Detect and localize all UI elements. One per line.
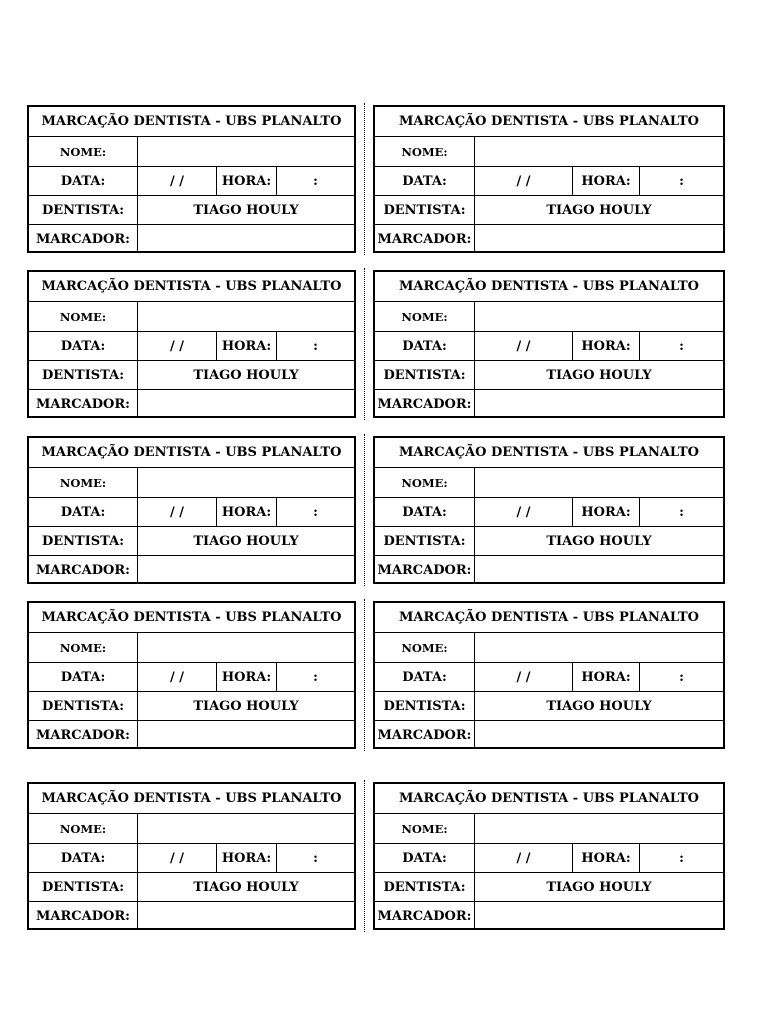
marcador-label: MARCADOR: [377,727,472,743]
dentista-value: TIAGO HOULY [137,692,354,720]
cut-line [364,268,365,420]
data-field[interactable]: / / [137,498,216,526]
hora-label: HORA: [572,167,639,195]
slip-title-row [375,784,723,813]
data-label: DATA: [402,669,447,685]
marcador-row [29,555,354,584]
slip-title: MARCAÇÃO DENTISTA - UBS PLANALTO [399,445,699,460]
marcador-label: MARCADOR: [36,727,130,743]
dentista-value: TIAGO HOULY [474,527,723,555]
data-field[interactable]: / / [137,167,216,195]
data-hora-row [29,662,354,691]
slip-title: MARCAÇÃO DENTISTA - UBS PLANALTO [41,791,342,806]
marcador-field[interactable] [137,902,354,930]
marcador-field[interactable] [137,556,354,584]
dentista-row [375,872,723,901]
dentista-value: TIAGO HOULY [474,361,723,389]
slip-title: MARCAÇÃO DENTISTA - UBS PLANALTO [41,610,342,625]
slip-title: MARCAÇÃO DENTISTA - UBS PLANALTO [41,279,342,294]
slip-title-row [29,272,354,301]
nome-row [29,136,354,166]
hora-field[interactable]: : [276,167,354,195]
hora-field[interactable]: : [639,844,723,872]
nome-field[interactable] [474,633,723,662]
nome-field[interactable] [474,814,723,843]
hora-field[interactable]: : [639,498,723,526]
nome-row [29,813,354,843]
nome-field[interactable] [474,137,723,166]
appointment-slip [27,601,356,749]
slip-title: MARCAÇÃO DENTISTA - UBS PLANALTO [399,610,699,625]
data-hora-row [29,497,354,526]
slip-title-row [29,784,354,813]
dentista-label: DENTISTA: [41,367,125,383]
marcador-row [375,224,723,253]
nome-label: NOME: [59,640,107,655]
marcador-field[interactable] [474,721,723,749]
marcador-row [29,720,354,749]
data-field[interactable]: / / [474,332,572,360]
marcador-row [375,555,723,584]
marcador-label: MARCADOR: [377,562,472,578]
cut-line [364,599,365,751]
data-hora-row [375,662,723,691]
data-label: DATA: [60,850,106,866]
nome-label: NOME: [401,821,448,836]
dentista-value: TIAGO HOULY [137,873,354,901]
dentista-row [29,526,354,555]
data-field[interactable]: / / [137,844,216,872]
nome-row [375,632,723,662]
marcador-row [375,720,723,749]
nome-field[interactable] [137,814,354,843]
dentista-value: TIAGO HOULY [474,873,723,901]
dentista-row [29,360,354,389]
dentista-label: DENTISTA: [41,879,125,895]
marcador-field[interactable] [137,721,354,749]
data-hora-row [375,331,723,360]
dentista-label: DENTISTA: [383,367,466,383]
dentista-label: DENTISTA: [383,202,466,218]
slip-title: MARCAÇÃO DENTISTA - UBS PLANALTO [399,279,699,294]
hora-field[interactable]: : [276,844,354,872]
hora-label: HORA: [572,332,639,360]
marcador-label: MARCADOR: [36,396,130,412]
hora-field[interactable]: : [276,332,354,360]
slip-title-row [375,438,723,467]
cut-line [364,780,365,932]
hora-field[interactable]: : [276,663,354,691]
hora-field[interactable]: : [639,167,723,195]
dentista-row [375,526,723,555]
appointment-slip [27,105,356,253]
hora-label: HORA: [216,167,276,195]
data-field[interactable]: / / [474,498,572,526]
appointment-slip [373,436,725,584]
nome-label: NOME: [401,144,448,159]
slip-title: MARCAÇÃO DENTISTA - UBS PLANALTO [41,114,342,129]
nome-field[interactable] [137,633,354,662]
marcador-label: MARCADOR: [36,908,130,924]
data-hora-row [375,166,723,195]
nome-row [29,467,354,497]
hora-label: HORA: [572,844,639,872]
dentista-label: DENTISTA: [383,879,466,895]
data-hora-row [375,497,723,526]
slip-title-row [29,438,354,467]
nome-row [375,136,723,166]
marcador-label: MARCADOR: [377,908,472,924]
nome-label: NOME: [401,640,448,655]
data-label: DATA: [60,173,106,189]
slip-title: MARCAÇÃO DENTISTA - UBS PLANALTO [399,791,699,806]
cut-line [364,434,365,586]
hora-field[interactable]: : [276,498,354,526]
data-label: DATA: [60,338,106,354]
dentista-row [375,195,723,224]
marcador-field[interactable] [474,902,723,930]
data-label: DATA: [60,504,106,520]
marcador-row [375,901,723,930]
appointment-slip [27,270,356,418]
data-label: DATA: [402,338,447,354]
data-field[interactable]: / / [474,167,572,195]
hora-field[interactable]: : [639,663,723,691]
dentista-label: DENTISTA: [41,202,125,218]
nome-field[interactable] [474,468,723,497]
nome-row [375,813,723,843]
nome-label: NOME: [401,475,448,490]
slip-title-row [29,603,354,632]
slip-title-row [29,107,354,136]
appointment-slip [27,436,356,584]
slip-title-row [375,603,723,632]
dentista-row [29,872,354,901]
dentista-row [29,195,354,224]
data-hora-row [375,843,723,872]
appointment-slip [373,270,725,418]
dentista-label: DENTISTA: [41,698,125,714]
marcador-field[interactable] [474,225,723,253]
hora-label: HORA: [216,498,276,526]
dentista-value: TIAGO HOULY [137,361,354,389]
nome-row [29,632,354,662]
appointment-slip [27,782,356,930]
slip-title-row [375,107,723,136]
marcador-field[interactable] [474,556,723,584]
slip-title-row [375,272,723,301]
appointment-slip [373,782,725,930]
appointment-slip [373,105,725,253]
data-label: DATA: [402,504,447,520]
marcador-field[interactable] [137,225,354,253]
dentista-value: TIAGO HOULY [474,196,723,224]
marcador-label: MARCADOR: [36,231,130,247]
dentista-label: DENTISTA: [41,533,125,549]
data-hora-row [29,331,354,360]
nome-field[interactable] [137,302,354,331]
marcador-row [375,389,723,418]
marcador-row [29,389,354,418]
data-hora-row [29,166,354,195]
nome-row [29,301,354,331]
marcador-row [29,224,354,253]
data-hora-row [29,843,354,872]
slip-title: MARCAÇÃO DENTISTA - UBS PLANALTO [41,445,342,460]
dentista-value: TIAGO HOULY [137,527,354,555]
marcador-label: MARCADOR: [36,562,130,578]
appointment-slip [373,601,725,749]
hora-label: HORA: [572,663,639,691]
nome-label: NOME: [59,144,107,159]
nome-row [375,467,723,497]
dentista-label: DENTISTA: [383,698,466,714]
marcador-field[interactable] [137,390,354,418]
dentista-value: TIAGO HOULY [137,196,354,224]
hora-label: HORA: [216,844,276,872]
dentista-row [375,691,723,720]
hora-label: HORA: [216,663,276,691]
marcador-row [29,901,354,930]
nome-row [375,301,723,331]
nome-label: NOME: [59,309,107,324]
data-field[interactable]: / / [137,332,216,360]
data-field[interactable]: / / [137,663,216,691]
nome-field[interactable] [474,302,723,331]
dentista-row [29,691,354,720]
hora-field[interactable]: : [639,332,723,360]
hora-label: HORA: [572,498,639,526]
dentista-value: TIAGO HOULY [474,692,723,720]
data-field[interactable]: / / [474,844,572,872]
nome-field[interactable] [137,137,354,166]
nome-label: NOME: [59,821,107,836]
nome-label: NOME: [401,309,448,324]
slip-title: MARCAÇÃO DENTISTA - UBS PLANALTO [399,114,699,129]
data-field[interactable]: / / [474,663,572,691]
hora-label: HORA: [216,332,276,360]
dentista-row [375,360,723,389]
marcador-label: MARCADOR: [377,396,472,412]
nome-field[interactable] [137,468,354,497]
data-label: DATA: [402,173,447,189]
nome-label: NOME: [59,475,107,490]
marcador-label: MARCADOR: [377,231,472,247]
dentista-label: DENTISTA: [383,533,466,549]
cut-line [364,103,365,255]
data-label: DATA: [60,669,106,685]
data-label: DATA: [402,850,447,866]
marcador-field[interactable] [474,390,723,418]
